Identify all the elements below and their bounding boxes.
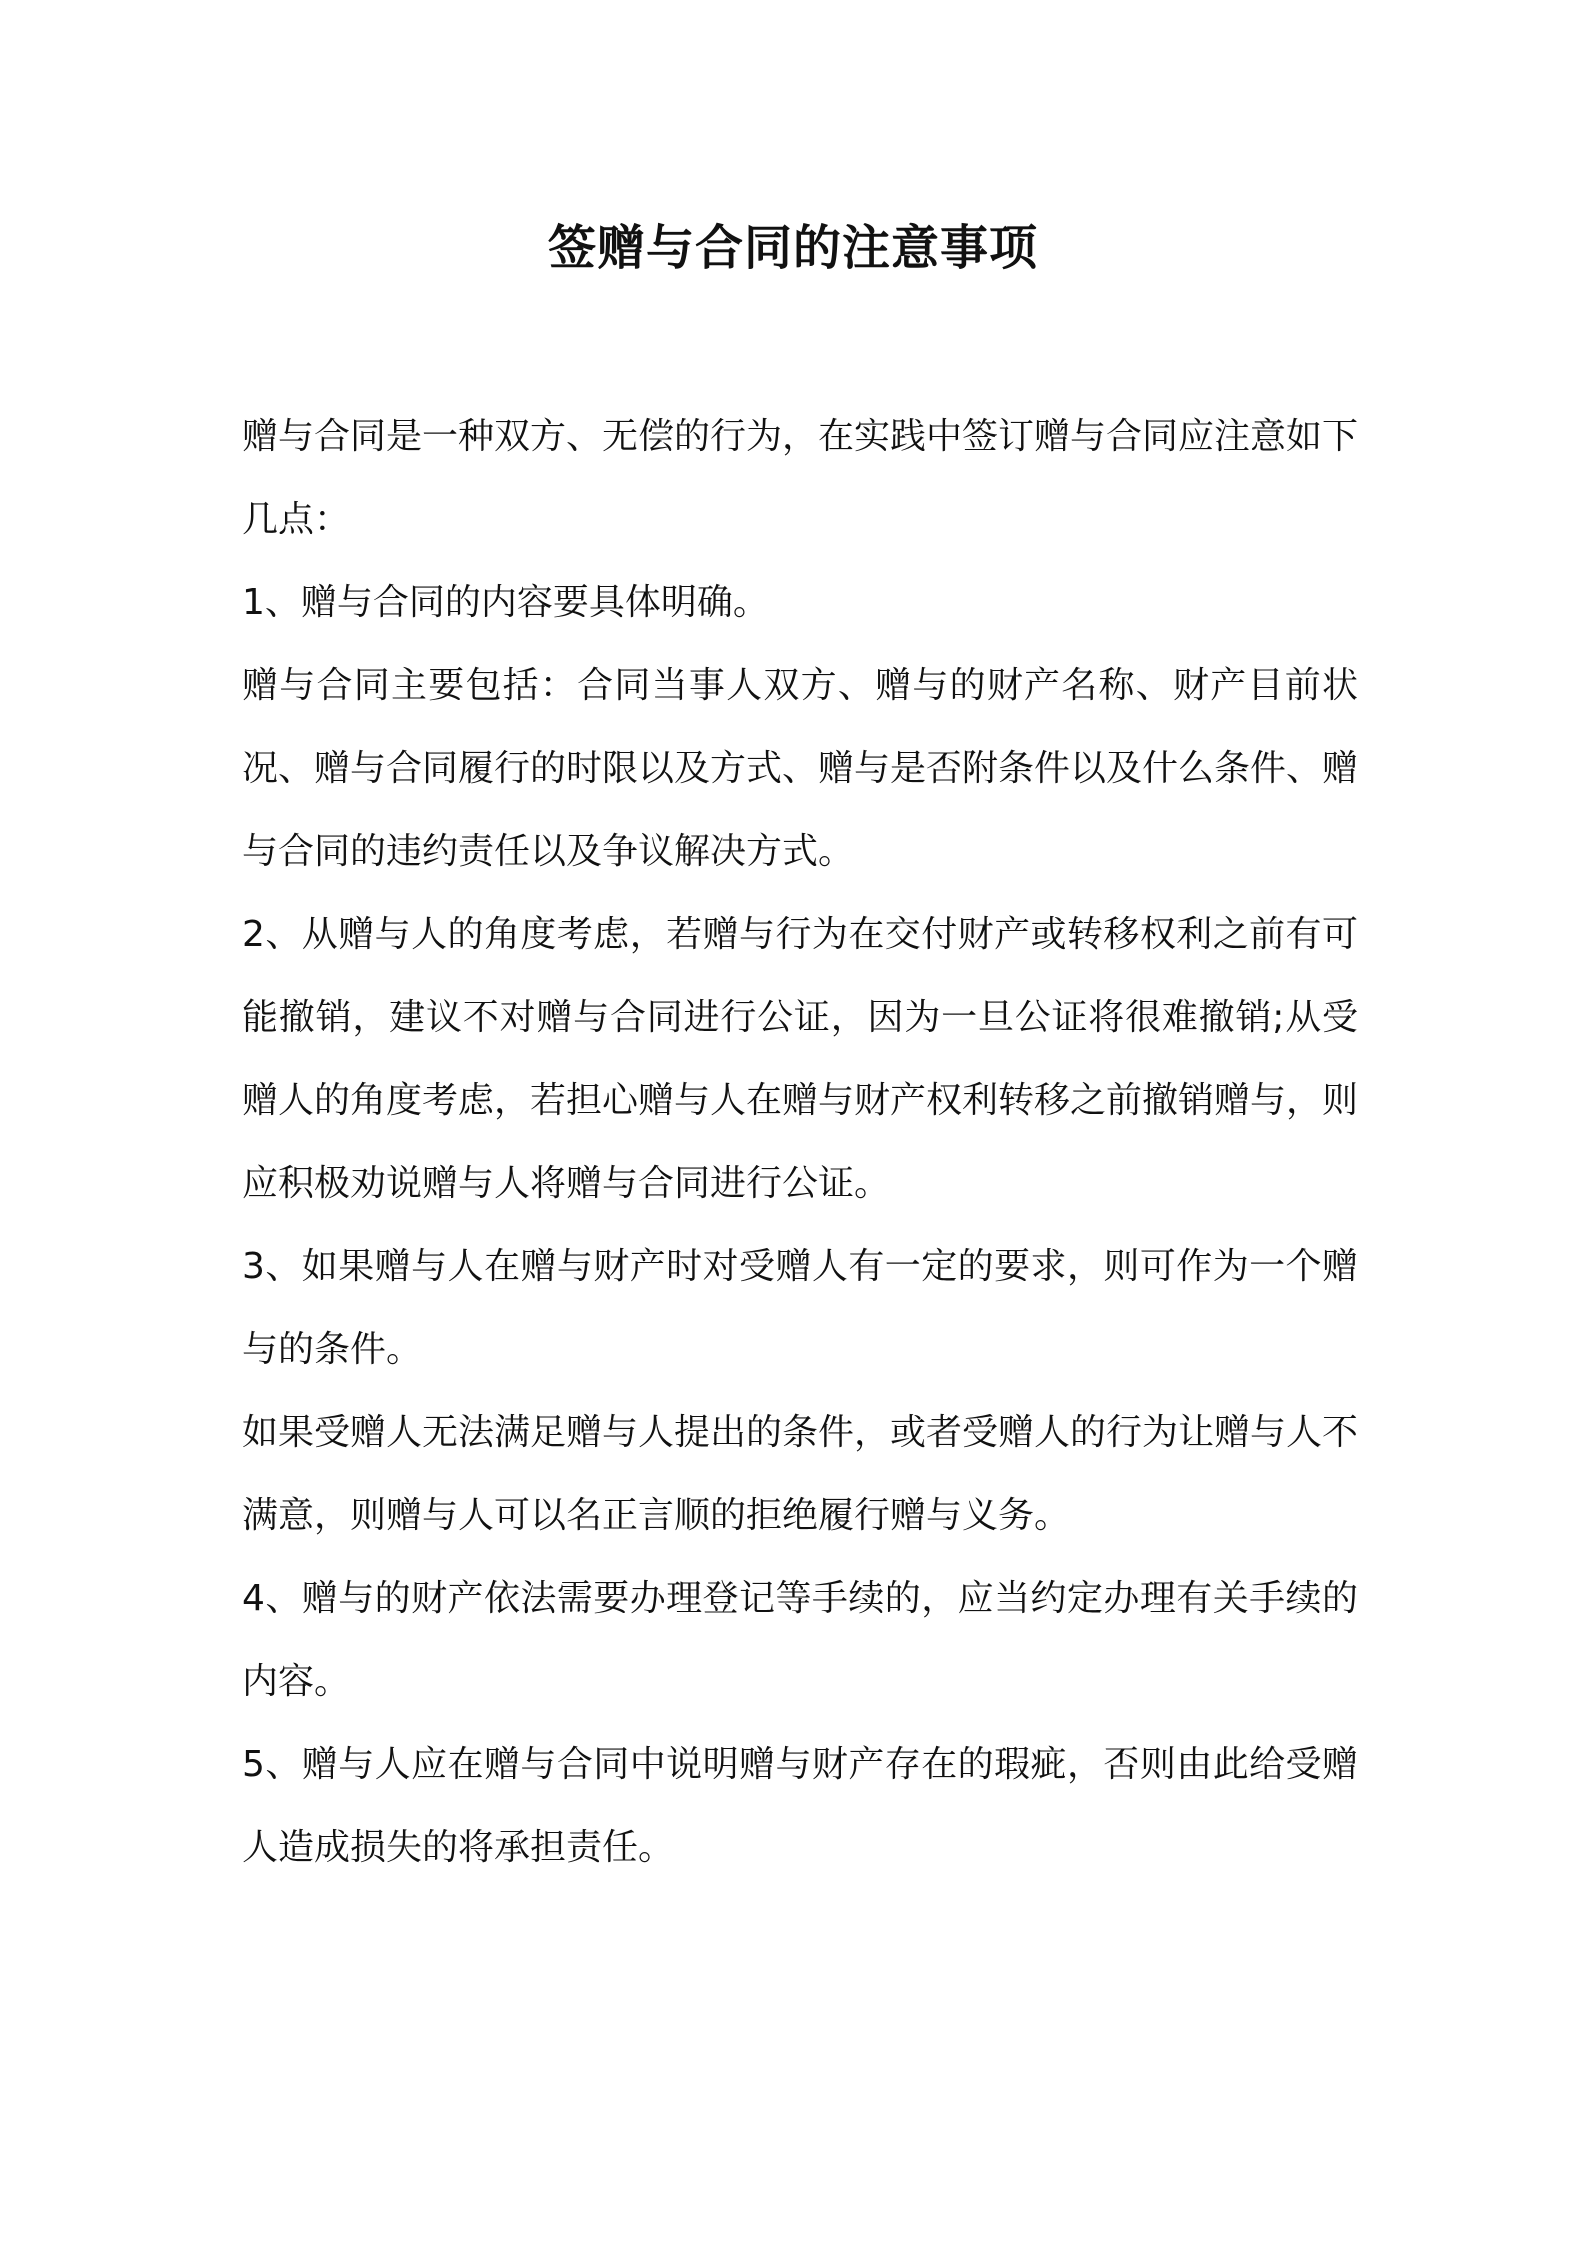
point-1-detail: 赠与合同主要包括：合同当事人双方、赠与的财产名称、财产目前状况、赠与合同履行的时限以及方式、赠与是否附条件以及什么条件、赠与合同的违约责任以及争议解决方式。 xyxy=(242,665,1359,872)
point-4-paragraph: 4、赠与的财产依法需要办理登记等手续的，应当约定办理有关手续的内容。 xyxy=(242,1578,1358,1702)
intro-paragraph: 赠与合同是一种双方、无偿的行为，在实践中签订赠与合同应注意如下几点： xyxy=(242,416,1359,540)
point-3-heading: 3、如果赠与人在赠与财产时对受赠人有一定的要求，则可作为一个赠与的条件。 xyxy=(242,1246,1358,1370)
point-5-paragraph: 5、赠与人应在赠与合同中说明赠与财产存在的瑕疵，否则由此给受赠人造成损失的将承担责任。 xyxy=(242,1744,1358,1868)
document-title: 签赠与合同的注意事项 xyxy=(547,220,1038,276)
point-1-heading: 1、赠与合同的内容要具体明确。 xyxy=(242,582,769,623)
document-body xyxy=(242,395,1358,1889)
point-3-detail: 如果受赠人无法满足赠与人提出的条件，或者受赠人的行为让赠与人不满意，则赠与人可以名正言顺的拒绝履行赠与义务。 xyxy=(242,1412,1359,1536)
point-2-paragraph: 2、从赠与人的角度考虑，若赠与行为在交付财产或转移权利之前有可能撤销，建议不对赠与合同进行公证，因为一旦公证将很难撤销;从受赠人的角度考虑，若担心赠与人在赠与财产权利转移之前撤销赠与，则应积极劝说赠与人将赠与合同进行公证。 xyxy=(242,914,1359,1204)
